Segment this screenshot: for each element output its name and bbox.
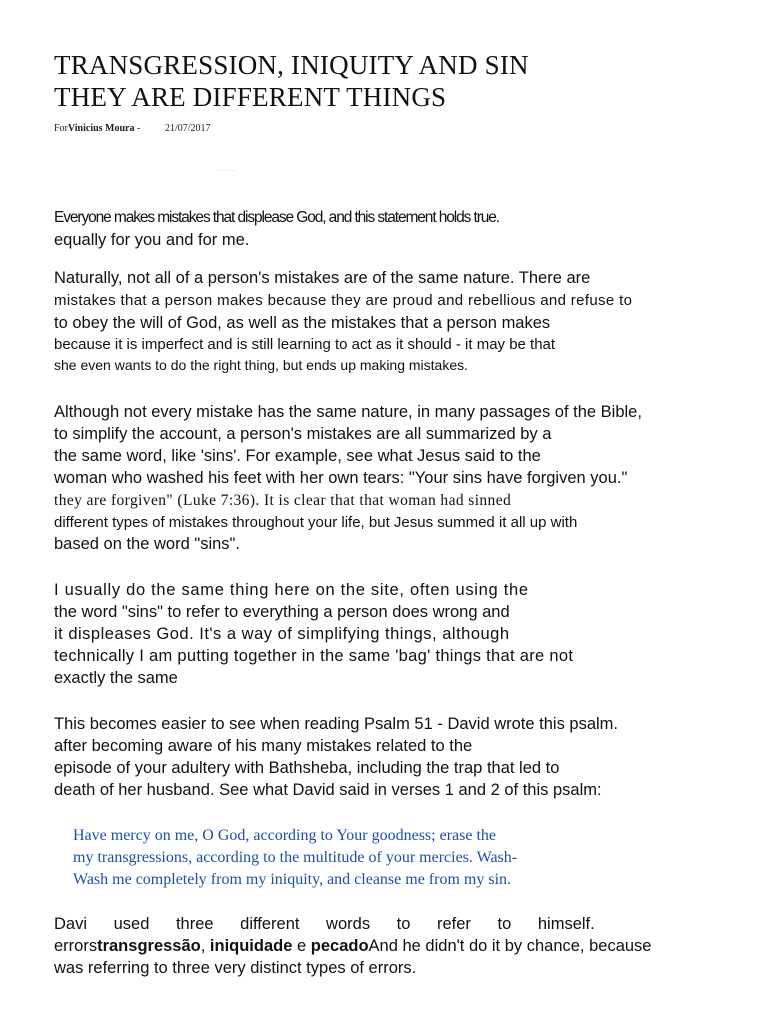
for-label: For <box>54 123 68 134</box>
paragraph-2-line-4: because it is imperfect and is still learning to act as it should - it may be that <box>54 336 556 353</box>
paragraph-4-line-4: technically I am putting together in the same 'bag' things that are not <box>54 647 574 665</box>
term-iniquidade: iniquidade <box>209 937 293 955</box>
author-link[interactable]: Vinicius Moura <box>67 123 135 134</box>
paragraph-5-line-4: death of her husband. See what David said in verses 1 and 2 of this psalm: <box>54 781 602 799</box>
psalm-quote-line-2: my transgressions, according to the multitude of your mercies. Wash- <box>73 849 518 866</box>
paragraph-3-line-5: they are forgiven" (Luke 7:36). It is clear that that woman had sinned <box>54 492 512 509</box>
meta-separator: - <box>134 123 141 134</box>
paragraph-2-line-3: to obey the will of God, as well as the mistakes that a person makes <box>54 314 551 332</box>
publish-date: 21/07/2017 <box>165 123 211 134</box>
paragraph-4-line-3: it displeases God. It's a way of simplifying things, although <box>54 625 510 643</box>
psalm-quote-line-1: Have mercy on me, O God, according to Your goodness; erase the <box>73 827 497 844</box>
paragraph-3-line-6: different types of mistakes throughout your life, but Jesus summed it all up with <box>54 514 578 531</box>
paragraph-4-line-2: the word "sins" to refer to everything a person does wrong and <box>54 603 510 621</box>
psalm-quote-line-3: Wash me completely from my iniquity, and cleanse me from my sin. <box>73 871 512 888</box>
errors-word: errors <box>54 937 98 955</box>
article-title-line-1: TRANSGRESSION, INIQUITY AND SIN <box>54 50 529 80</box>
paragraph-3-line-4: woman who washed his feet with her own tears: "Your sins have forgiven you." <box>54 469 628 487</box>
paragraph-1-line-2: equally for you and for me. <box>54 231 250 249</box>
paragraph-5-line-3: episode of your adultery with Bathsheba, including the trap that led to <box>54 759 560 777</box>
paragraph-6-line-2-suffix: And he didn't do it by chance, because <box>368 937 652 955</box>
paragraph-3-line-2: to simplify the account, a person's mistakes are all summarized by a <box>54 425 552 443</box>
term-separator-2: e <box>292 937 311 955</box>
term-separator-1: , <box>200 937 210 955</box>
paragraph-6-line-1: Davi used three different words to refer to himself. <box>54 915 595 933</box>
article-title-line-2: THEY ARE DIFFERENT THINGS <box>54 82 447 112</box>
paragraph-5-line-2: after becoming aware of his many mistakes related to the <box>54 737 473 755</box>
paragraph-3-line-7: based on the word "sins". <box>54 535 240 553</box>
paragraph-2-line-1: Naturally, not all of a person's mistakes are of the same nature. There are <box>54 269 591 287</box>
paragraph-6-line-3: was referring to three very distinct types of errors. <box>54 959 417 977</box>
paragraph-4-line-5: exactly the same <box>54 669 178 687</box>
divider <box>218 170 236 171</box>
paragraph-3-line-3: the same word, like 'sins'. For example, see what Jesus said to the <box>54 447 541 465</box>
paragraph-5-line-1: This becomes easier to see when reading Psalm 51 - David wrote this psalm. <box>54 715 619 733</box>
term-transgressao: transgressão <box>97 937 201 955</box>
paragraph-3-line-1: Although not every mistake has the same nature, in many passages of the Bible, <box>54 403 642 421</box>
paragraph-2-line-2: mistakes that a person makes because they are proud and rebellious and refuse to <box>54 292 633 309</box>
paragraph-1-line-1: Everyone makes mistakes that displease God, and this statement holds true. <box>54 209 500 226</box>
paragraph-4-line-1: I usually do the same thing here on the site, often using the <box>54 581 529 599</box>
paragraph-2-line-5: she even wants to do the right thing, but ends up making mistakes. <box>54 357 469 373</box>
paragraph-6-line-2 <box>54 936 651 957</box>
term-pecado: pecado <box>310 937 369 955</box>
article-meta <box>54 123 211 134</box>
